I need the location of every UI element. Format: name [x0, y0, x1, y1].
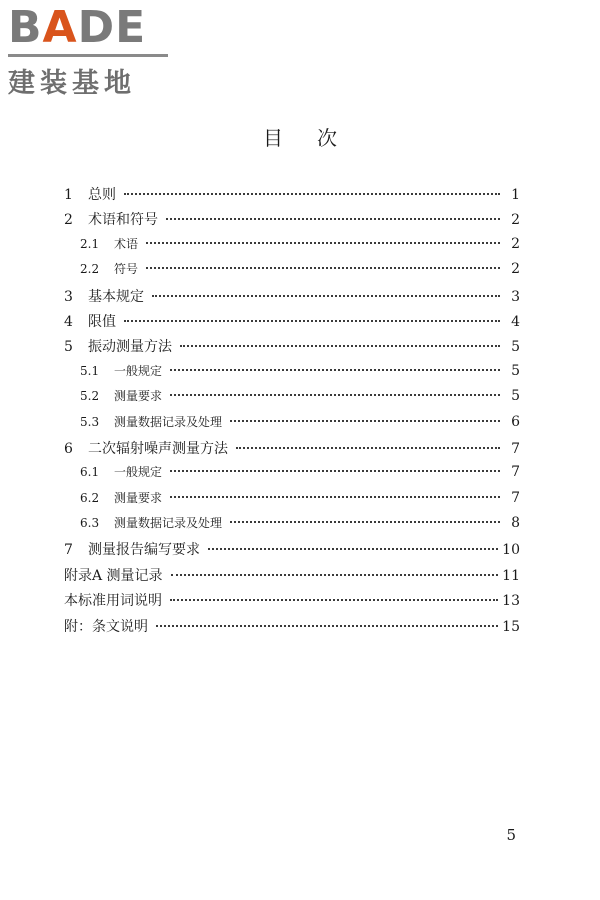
- toc-page-number: 10: [502, 542, 520, 559]
- toc-label: 术语: [114, 236, 139, 251]
- toc-dot-leader: [152, 295, 500, 297]
- toc-number: 6.1: [80, 465, 100, 480]
- toc-label: 术语和符号: [88, 212, 158, 229]
- toc-entry[interactable]: [64, 336, 520, 361]
- toc-label: 一般规定: [114, 465, 163, 480]
- toc-page-number: 5: [511, 362, 520, 379]
- toc-number: 5.2: [80, 389, 100, 404]
- toc-number: 5.3: [80, 414, 100, 429]
- logo-subtitle: 建装基地: [8, 68, 136, 99]
- toc-number: 5.1: [80, 363, 100, 378]
- toc-label: 测量数据记录及处理: [114, 516, 223, 531]
- logo-letter: E: [115, 2, 147, 53]
- toc-dot-leader: [236, 447, 500, 449]
- toc-page-number: 13: [502, 593, 520, 610]
- toc-number: 2.2: [80, 262, 100, 277]
- toc-number: 7: [64, 542, 73, 559]
- toc-subentry[interactable]: [64, 362, 520, 387]
- toc-number: 6.2: [80, 490, 100, 505]
- toc-label: 总则: [88, 187, 116, 203]
- toc-label: 一般规定: [114, 363, 163, 378]
- toc-label: 附：条文说明: [64, 618, 148, 635]
- toc-page-number: 7: [511, 489, 520, 506]
- toc-subentry[interactable]: [64, 514, 520, 539]
- toc-label: 附录A 测量记录: [64, 567, 163, 584]
- toc-dot-leader: [146, 242, 500, 244]
- toc-number: 4: [64, 313, 73, 330]
- toc-entry[interactable]: [64, 590, 520, 615]
- toc-number: 6: [64, 440, 73, 457]
- toc-entry[interactable]: [64, 438, 520, 463]
- toc-number: 2: [64, 212, 73, 229]
- toc-page-number: 2: [511, 212, 520, 229]
- toc-number: 1: [64, 187, 73, 203]
- toc-dot-leader: [170, 394, 500, 396]
- toc-page-number: 2: [511, 235, 520, 252]
- toc-label: 本标准用词说明: [64, 593, 162, 610]
- toc-page-number: 7: [511, 440, 520, 457]
- toc-page-number: 5: [511, 388, 520, 405]
- toc-subentry[interactable]: [64, 463, 520, 488]
- toc-dot-leader: [180, 345, 500, 347]
- toc-label: 测量报告编写要求: [88, 542, 200, 559]
- toc-page-number: 7: [511, 464, 520, 481]
- toc-page-number: 2: [511, 261, 520, 278]
- toc-dot-leader: [230, 521, 500, 523]
- toc-page-number: 6: [511, 413, 520, 430]
- toc-dot-leader: [166, 218, 500, 220]
- site-logo: [8, 2, 178, 100]
- toc-page-number: 15: [502, 618, 520, 635]
- toc-number: 2.1: [80, 236, 100, 251]
- toc-label: 振动测量方法: [88, 339, 172, 356]
- toc-dot-leader: [171, 574, 499, 576]
- toc-dot-leader: [170, 369, 500, 371]
- toc-entry[interactable]: [64, 286, 520, 311]
- toc-subentry[interactable]: [64, 387, 520, 412]
- table-of-contents: [64, 184, 520, 641]
- toc-subentry[interactable]: [64, 413, 520, 438]
- toc-dot-leader: [230, 420, 500, 422]
- toc-label: 二次辐射噪声测量方法: [88, 440, 228, 457]
- toc-dot-leader: [146, 267, 500, 269]
- toc-label: 测量数据记录及处理: [114, 414, 223, 429]
- toc-dot-leader: [170, 470, 500, 472]
- logo-letter: B: [8, 2, 43, 53]
- toc-label: 限值: [88, 313, 116, 330]
- toc-dot-leader: [124, 193, 500, 195]
- toc-page-number: 11: [502, 567, 520, 584]
- toc-page-number: 4: [511, 313, 520, 330]
- toc-page-number: 1: [511, 187, 520, 203]
- toc-entry[interactable]: [64, 539, 520, 564]
- logo-wordmark: [8, 2, 178, 53]
- toc-entry[interactable]: [64, 565, 520, 590]
- toc-entry[interactable]: [64, 616, 520, 641]
- toc-entry[interactable]: [64, 209, 520, 234]
- toc-label: 符号: [114, 262, 139, 277]
- logo-divider: [8, 54, 168, 57]
- toc-label: 测量要求: [114, 389, 163, 404]
- toc-page-number: 3: [511, 288, 520, 305]
- page-title: 目次: [263, 126, 371, 150]
- toc-entry[interactable]: [64, 311, 520, 336]
- toc-dot-leader: [208, 548, 498, 550]
- toc-page-number: 8: [511, 515, 520, 532]
- toc-number: 6.3: [80, 516, 100, 531]
- toc-subentry[interactable]: [64, 235, 520, 260]
- toc-subentry[interactable]: [64, 489, 520, 514]
- toc-number: 5: [64, 339, 73, 356]
- logo-letter-accent: A: [42, 2, 78, 53]
- toc-dot-leader: [156, 625, 498, 627]
- toc-label: 测量要求: [114, 490, 163, 505]
- toc-entry[interactable]: [64, 184, 520, 209]
- toc-number: 3: [64, 288, 73, 305]
- toc-dot-leader: [170, 599, 498, 601]
- logo-letter: D: [77, 2, 116, 53]
- page-number: 5: [506, 826, 516, 844]
- toc-dot-leader: [124, 320, 500, 322]
- toc-subentry[interactable]: [64, 260, 520, 285]
- toc-dot-leader: [170, 496, 500, 498]
- toc-page-number: 5: [511, 339, 520, 356]
- toc-label: 基本规定: [88, 288, 144, 305]
